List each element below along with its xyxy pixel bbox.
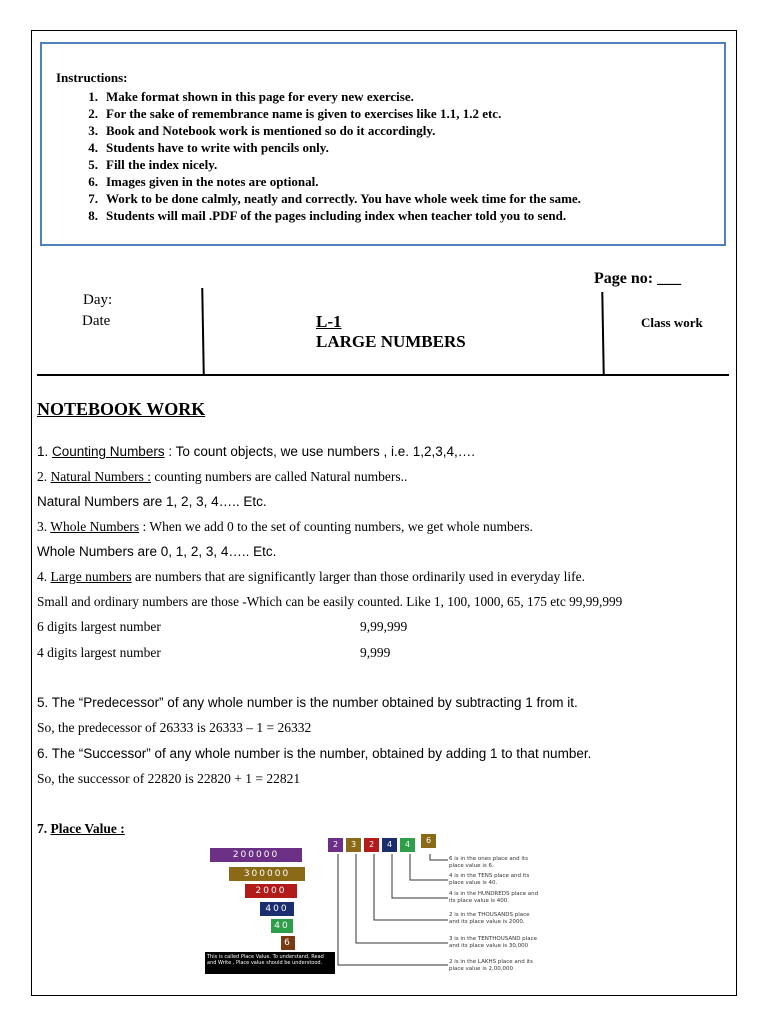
connector-line: [430, 854, 448, 860]
place-value-explanation: 3 is in the TENTHOUSAND place and its place value is 30,000: [449, 936, 537, 949]
instructions-title: Instructions:: [56, 70, 128, 85]
section-heading: NOTEBOOK WORK: [37, 399, 206, 419]
place-value-bar: 400: [260, 902, 294, 916]
instruction-item: 4. Students have to write with pencils only.: [88, 140, 329, 155]
place-value-explanation: 4 is in the TENS place and its place value is 40.: [449, 873, 530, 886]
place-value-heading: 7. Place Value :: [37, 821, 125, 836]
instruction-item: 8. Students will mail .PDF of the pages including index when teacher told you to send.: [88, 208, 567, 223]
connector-lines: [338, 854, 448, 965]
place-value-explanation: 6 is in the ones place and its place value is 6.: [449, 856, 528, 869]
digit-box: 2: [364, 838, 379, 852]
lesson-title: LARGE NUMBERS: [316, 332, 466, 351]
place-value-connectors: [330, 850, 450, 975]
successor-example: So, the successor of 22820 is 22820 + 1 = 22821: [37, 771, 301, 786]
connector-line: [392, 854, 448, 898]
instruction-item: 6. Images given in the notes are optional.: [88, 174, 319, 189]
place-value-bar: 6: [281, 936, 295, 950]
whole-numbers-example: Whole Numbers are 0, 1, 2, 3, 4….. Etc.: [37, 544, 277, 559]
date-label: Date: [82, 313, 111, 329]
connector-line: [374, 854, 448, 920]
counting-numbers-def: 1. Counting Numbers : To count objects, we use numbers , i.e. 1,2,3,4,….: [37, 444, 475, 459]
place-value-bar: 200000: [210, 848, 302, 862]
six-digit-value: 9,99,999: [360, 619, 408, 634]
natural-numbers-example: Natural Numbers are 1, 2, 3, 4….. Etc.: [37, 494, 267, 509]
six-digit-label: 6 digits largest number: [37, 619, 161, 634]
place-value-explanation: 2 is in the THOUSANDS place and its place value is 2000.: [449, 912, 530, 925]
whole-numbers-def: 3. Whole Numbers : When we add 0 to the set of counting numbers, we get whole numbers.: [37, 519, 533, 534]
instruction-item: 2. For the sake of remembrance name is given to exercises like 1.1, 1.2 etc.: [88, 106, 502, 121]
connector-line: [410, 854, 448, 880]
place-value-bar: 300000: [229, 867, 305, 881]
connector-line: [338, 854, 448, 965]
place-value-bar: 2000: [245, 884, 297, 898]
lesson-number: L-1: [316, 312, 342, 331]
predecessor-def: 5. The “Predecessor” of any whole number is the number obtained by subtracting 1 from it.: [37, 695, 578, 710]
digit-box: 2: [328, 838, 343, 852]
instruction-item: 5. Fill the index nicely.: [88, 157, 218, 172]
digit-box: 4: [400, 838, 415, 852]
digit-box: 4: [382, 838, 397, 852]
large-numbers-def: 4. Large numbers are numbers that are significantly larger than those ordinarily used in everyday life.: [37, 569, 585, 584]
place-value-explanation: 4 is in the HUNDREDS place and its place value is 400.: [449, 891, 539, 904]
instructions-box: [40, 42, 726, 246]
four-digit-label: 4 digits largest number: [37, 645, 161, 660]
digit-box: 3: [346, 838, 361, 852]
place-value-bar: 40: [271, 919, 293, 933]
instruction-item: 7. Work to be done calmly, neatly and correctly. You have whole week time for the same.: [88, 191, 581, 206]
header-rule: [37, 374, 729, 376]
small-numbers-text: Small and ordinary numbers are those -Which can be easily counted. Like 1, 100, 1000, 65, 175 etc 99,99,999: [37, 594, 623, 609]
class-work-label: Class work: [641, 315, 703, 330]
instruction-item: 3. Book and Notebook work is mentioned so do it accordingly.: [88, 123, 436, 138]
instruction-item: 1. Make format shown in this page for every new exercise.: [88, 89, 414, 104]
instructions-list: [56, 88, 581, 224]
place-value-note: This is called Place Value. To understand, Read and Write , Place value should be understood.: [205, 952, 335, 974]
place-value-bars: [205, 842, 335, 972]
page-number-label: Page no: ___: [594, 270, 682, 287]
natural-numbers-def: 2. Natural Numbers : counting numbers are called Natural numbers..: [37, 469, 408, 484]
digit-box: 6: [421, 834, 436, 848]
predecessor-example: So, the predecessor of 26333 is 26333 – 1 = 26332: [37, 720, 312, 735]
day-label: Day:: [83, 292, 113, 308]
successor-def: 6. The “Successor” of any whole number is the number, obtained by adding 1 to that number.: [37, 746, 592, 761]
place-value-explanation: 2 is in the LAKHS place and its place value is 2,00,000: [449, 959, 534, 972]
four-digit-value: 9,999: [360, 645, 391, 660]
